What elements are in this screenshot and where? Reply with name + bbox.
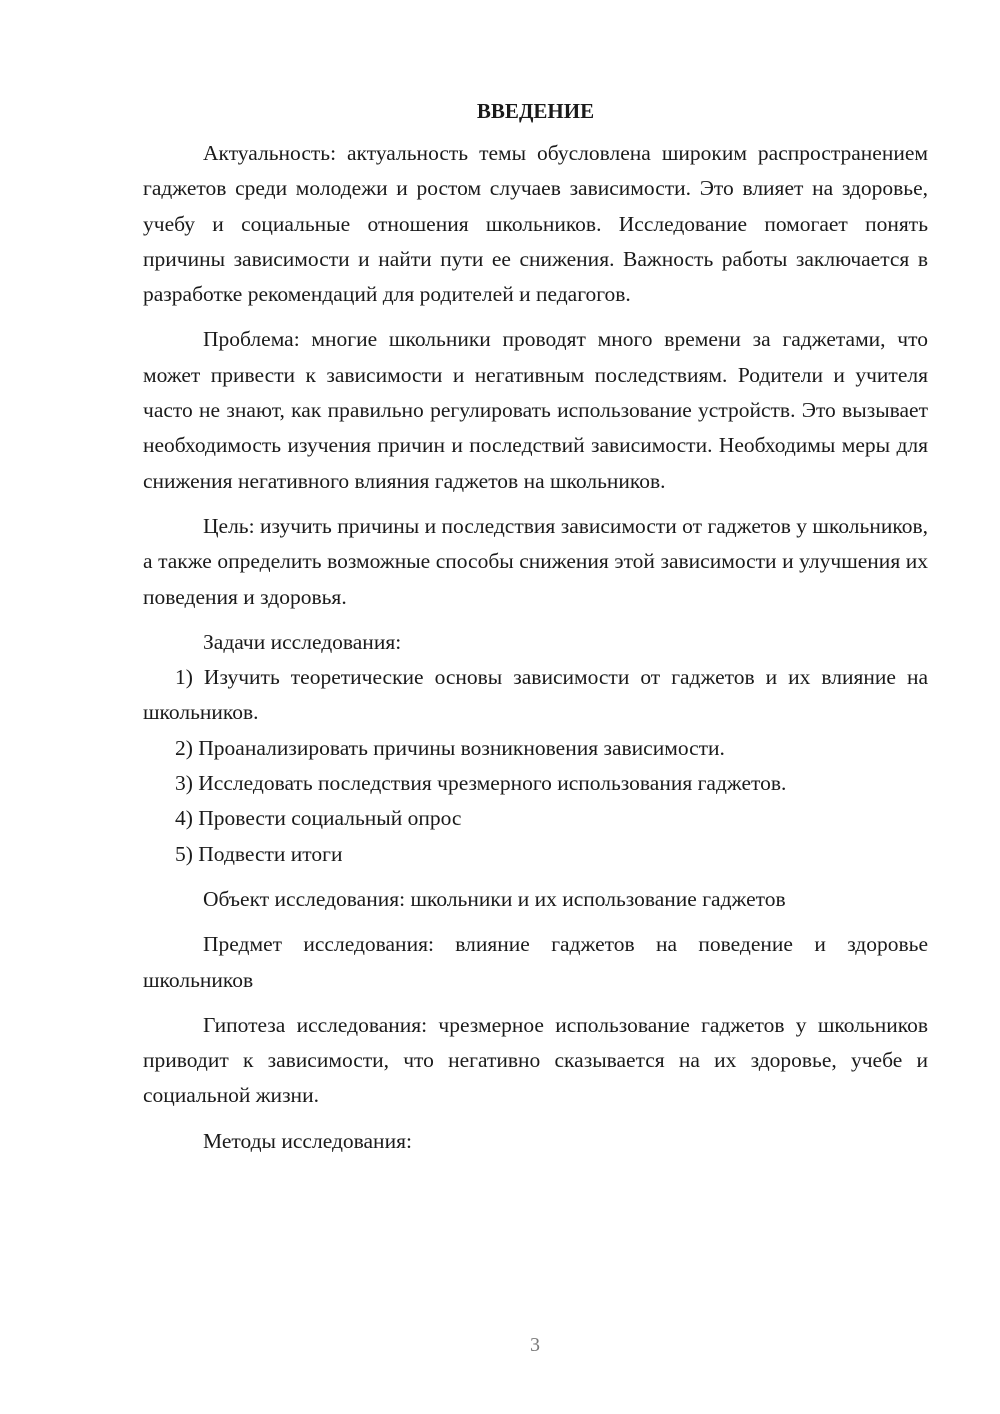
task-item-4: 4) Провести социальный опрос	[175, 806, 462, 831]
problem-paragraph: Проблема: многие школьники проводят много времени за гаджетами, что может привести к зависимости и негативным последствиям. Родители и учителя часто не знают, как правильно регулировать использование устройств. Это вызывает необходимость изучения причин и последствий зависимости. Необходимы меры для снижения негативного влияния гаджетов на школьников.	[143, 327, 928, 493]
goal-paragraph: Цель: изучить причины и последствия зависимости от гаджетов у школьников, а также определить возможные способы снижения этой зависимости и улучшения их поведения и здоровья.	[143, 513, 928, 609]
task-item-5: 5) Подвести итоги	[175, 841, 343, 866]
tasks-heading: Задачи исследования:	[203, 629, 402, 654]
hypothesis-paragraph: Гипотеза исследования: чрезмерное использование гаджетов у школьников приводит к зависимости, что негативно сказывается на их здоровье, учебе и социальной жизни.	[143, 1012, 928, 1108]
task-item-1: 1) Изучить теоретические основы зависимости от гаджетов и их влияние на школьников.	[143, 665, 928, 725]
document-page	[143, 96, 928, 1159]
section-title: ВВЕДЕНИЕ	[476, 99, 595, 123]
task-item-3: 3) Исследовать последствия чрезмерного использования гаджетов.	[175, 771, 787, 796]
relevance-paragraph: Актуальность: актуальность темы обусловлена широким распространением гаджетов среди молодежи и ростом случаев зависимости. Это влияет на здоровье, учебу и социальные отношения школьников. Исследование помогает понять причины зависимости и найти пути ее снижения. Важность работы заключается в разработке рекомендаций для родителей и педагогов.	[143, 141, 928, 307]
methods-heading: Методы исследования:	[203, 1128, 412, 1153]
page-number: 3	[530, 1334, 540, 1356]
task-item-2: 2) Проанализировать причины возникновения зависимости.	[175, 735, 725, 760]
subject-paragraph: Предмет исследования: влияние гаджетов на поведение и здоровье школьников	[143, 932, 928, 992]
object-paragraph: Объект исследования: школьники и их использование гаджетов	[203, 886, 786, 911]
